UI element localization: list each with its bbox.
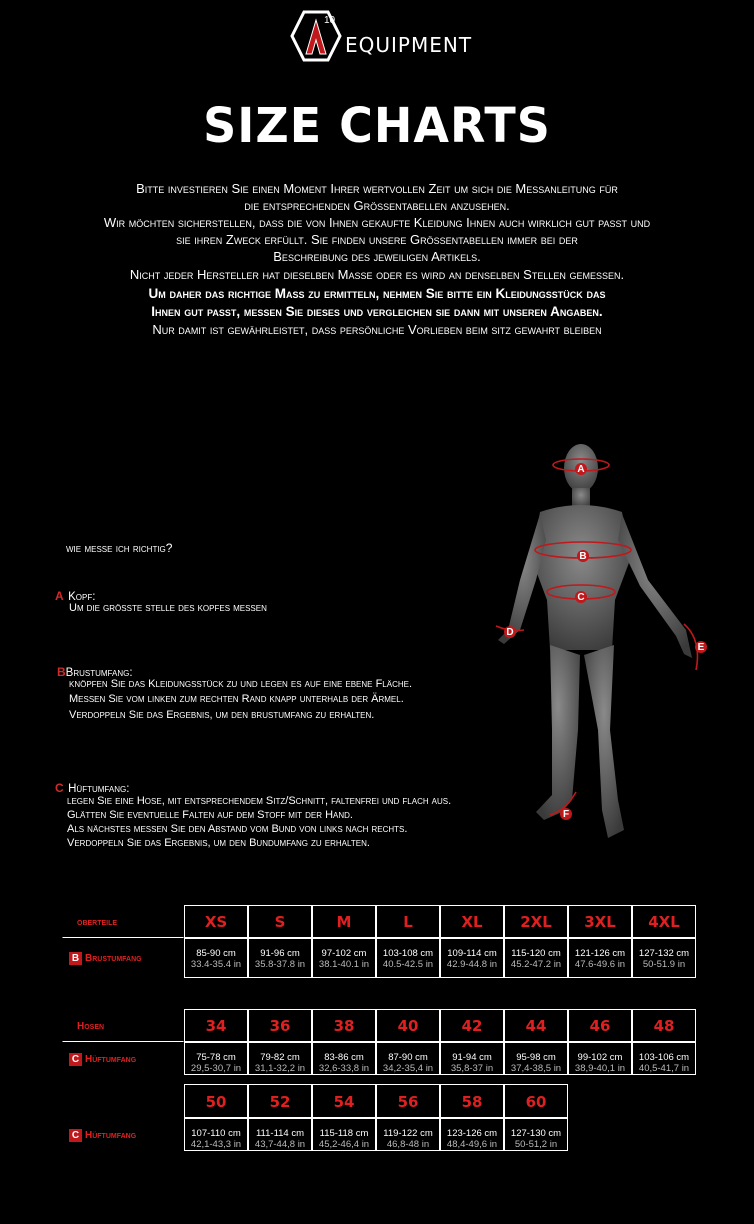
value-cm: 107-110 cm — [191, 1128, 241, 1139]
value-in: 31,1-32,2 in — [254, 1063, 306, 1074]
marker-d: D — [506, 627, 514, 638]
value-cm: 123-126 cm — [446, 1128, 498, 1139]
size-header: 58 — [440, 1084, 504, 1118]
section-c-line-2: Glätten Sie eventuelle Falten auf dem Stoff mit der Hand. — [67, 809, 353, 821]
section-title: Kopf: — [68, 591, 96, 603]
marker-c: C — [577, 592, 585, 603]
section-letter: B — [57, 665, 66, 679]
section-a-line-1: Um die größte stelle des kopfes messen — [69, 602, 267, 614]
intro-bold-2: Ihnen gut passt, messen Sie dieses und vergleichen sie dann mit unseren Angaben. — [151, 304, 603, 319]
value-in: 45.2-47.2 in — [510, 959, 562, 970]
section-title: Hüftumfang: — [68, 783, 130, 795]
value-in: 42,1-43,3 in — [190, 1139, 242, 1150]
value-cm: 75-78 cm — [196, 1052, 236, 1063]
value-cm: 79-82 cm — [260, 1052, 300, 1063]
value-cm: 91-96 cm — [260, 948, 300, 959]
size-header: 46 — [568, 1009, 632, 1042]
row-label-text: Brustumfang — [85, 953, 142, 964]
size-value-cell — [504, 938, 568, 978]
size-header: XS — [184, 905, 248, 938]
section-letter: A — [55, 589, 64, 603]
intro-final: Nur damit ist gewährleistet, dass persönliche Vorlieben beim sitz gewahrt bleiben — [152, 322, 602, 337]
size-header: L — [376, 905, 440, 938]
size-value-cell — [248, 1042, 312, 1075]
value-in: 38.1-40.1 in — [318, 959, 370, 970]
value-cm: 127-130 cm — [510, 1128, 562, 1139]
size-header: 52 — [248, 1084, 312, 1118]
row-label-text: Hüftumfang — [85, 1054, 137, 1065]
section-c-line-3: Als nächstes messen Sie den Abstand vom Bund von links nach rechts. — [67, 823, 408, 835]
row-label — [62, 1118, 184, 1151]
value-cm: 127-132 cm — [638, 948, 690, 959]
size-value-cell — [376, 1118, 440, 1151]
value-in: 50-51,2 in — [514, 1139, 558, 1150]
size-value-cell — [184, 938, 248, 978]
size-header: 42 — [440, 1009, 504, 1042]
value-in: 47.6-49.6 in — [574, 959, 626, 970]
intro-line-3: Wir möchten sicherstellen, dass die von Ihnen gekaufte Kleidung Ihnen auch wirklich gut passt und — [103, 215, 651, 230]
row-label — [62, 1042, 184, 1075]
intro-bold-1: Um daher das richtige Maß zu ermitteln, nehmen Sie bitte ein Kleidungsstück das — [148, 286, 606, 301]
value-in: 46,8-48 in — [386, 1139, 430, 1150]
table-header-label: oberteile — [62, 905, 184, 938]
value-in: 43,7-44,8 in — [254, 1139, 306, 1150]
size-value-cell — [312, 1118, 376, 1151]
row-letter-badge: B — [69, 952, 82, 965]
size-value-cell — [504, 1042, 568, 1075]
size-value-cell — [568, 1042, 632, 1075]
value-cm: 115-118 cm — [319, 1128, 369, 1139]
marker-f: F — [562, 809, 570, 820]
size-header: S — [248, 905, 312, 938]
size-value-cell — [312, 938, 376, 978]
value-cm: 87-90 cm — [388, 1052, 428, 1063]
size-header: 56 — [376, 1084, 440, 1118]
value-cm: 103-108 cm — [382, 948, 434, 959]
value-in: 38,9-40,1 in — [574, 1063, 626, 1074]
size-header: 50 — [184, 1084, 248, 1118]
section-b-line-1: knöpfen Sie das Kleidungsstück zu und legen es auf eine ebene Fläche. — [69, 678, 413, 690]
value-cm: 91-94 cm — [452, 1052, 492, 1063]
intro-line-2: die entsprechenden Größentabellen anzusehen. — [244, 198, 510, 213]
svg-text:10: 10 — [324, 15, 336, 26]
section-b-line-3: Verdoppeln Sie das Ergebnis, um den brustumfang zu erhalten. — [69, 709, 375, 721]
section-letter: C — [55, 781, 64, 795]
size-value-cell — [248, 938, 312, 978]
value-in: 48,4-49,6 in — [446, 1139, 498, 1150]
value-cm: 119-122 cm — [383, 1128, 433, 1139]
value-in: 42.9-44.8 in — [446, 959, 498, 970]
value-cm: 97-102 cm — [321, 948, 367, 959]
page-title: SIZE CHARTS — [203, 96, 551, 154]
table-header-label: Hosen — [62, 1009, 184, 1042]
value-cm: 111-114 cm — [255, 1128, 305, 1139]
value-in: 35.8-37.8 in — [254, 959, 306, 970]
section-b-line-2: Messen Sie vom linken zum rechten Rand knapp unterhalb der Ärmel. — [69, 693, 404, 705]
value-in: 45,2-46,4 in — [318, 1139, 370, 1150]
size-header: 60 — [504, 1084, 568, 1118]
intro-line-4: sie ihren Zweck erfüllt. Sie finden unsere Größentabellen immer bei der — [176, 232, 578, 247]
size-value-cell — [440, 1042, 504, 1075]
value-in: 37,4-38,5 in — [510, 1063, 562, 1074]
size-value-cell — [568, 938, 632, 978]
size-header: 38 — [312, 1009, 376, 1042]
size-header: 36 — [248, 1009, 312, 1042]
size-header: 3XL — [568, 905, 632, 938]
value-in: 34,2-35,4 in — [382, 1063, 434, 1074]
value-cm: 103-106 cm — [638, 1052, 690, 1063]
size-header: 54 — [312, 1084, 376, 1118]
size-value-cell — [440, 938, 504, 978]
body-figure — [480, 440, 720, 850]
row-label-text: Hüftumfang — [85, 1130, 137, 1141]
value-in: 40.5-42.5 in — [382, 959, 434, 970]
size-value-cell — [376, 938, 440, 978]
section-c-line-4: Verdoppeln Sie das Ergebnis, um den Bundumfang zu erhalten. — [67, 837, 370, 849]
size-value-cell — [248, 1118, 312, 1151]
size-header: 34 — [184, 1009, 248, 1042]
value-cm: 85-90 cm — [196, 948, 236, 959]
size-value-cell — [312, 1042, 376, 1075]
size-header: XL — [440, 905, 504, 938]
intro-line-5: Beschreibung des jeweiligen Artikels. — [273, 249, 481, 264]
size-value-cell — [184, 1042, 248, 1075]
value-cm: 99-102 cm — [577, 1052, 623, 1063]
value-in: 32,6-33,8 in — [318, 1063, 370, 1074]
size-header: M — [312, 905, 376, 938]
brand-name: EQUIPMENT — [345, 33, 473, 57]
value-cm: 95-98 cm — [516, 1052, 556, 1063]
marker-b: B — [579, 551, 587, 562]
intro-line-6: Nicht jeder Hersteller hat dieselben Maße oder es wird an denselben Stellen gemessen. — [129, 267, 625, 282]
size-header: 4XL — [632, 905, 696, 938]
marker-a: A — [577, 464, 585, 475]
value-in: 35,8-37 in — [450, 1063, 494, 1074]
size-value-cell — [632, 1042, 696, 1075]
value-cm: 115-120 cm — [511, 948, 561, 959]
value-cm: 83-86 cm — [324, 1052, 364, 1063]
row-letter-badge: C — [69, 1129, 82, 1142]
value-in: 33.4-35.4 in — [190, 959, 242, 970]
value-in: 50-51.9 in — [642, 959, 686, 970]
marker-e: E — [697, 642, 705, 653]
row-letter-badge: C — [69, 1053, 82, 1066]
value-in: 40,5-41,7 in — [638, 1063, 690, 1074]
section-c-line-1: legen Sie eine Hose, mit entsprechendem Sitz/Schnitt, faltenfrei und flach aus. — [67, 795, 452, 807]
size-value-cell — [504, 1118, 568, 1151]
size-header: 44 — [504, 1009, 568, 1042]
size-header: 40 — [376, 1009, 440, 1042]
guide-heading: wie messe ich richtig? — [66, 541, 173, 555]
size-value-cell — [632, 938, 696, 978]
value-cm: 109-114 cm — [447, 948, 497, 959]
size-value-cell — [376, 1042, 440, 1075]
section-title: Brustumfang: — [65, 667, 133, 679]
size-value-cell — [184, 1118, 248, 1151]
row-label — [62, 938, 184, 978]
value-cm: 121-126 cm — [574, 948, 626, 959]
size-header: 48 — [632, 1009, 696, 1042]
size-header: 2XL — [504, 905, 568, 938]
size-value-cell — [440, 1118, 504, 1151]
intro-line-1: Bitte investieren Sie einen Moment Ihrer wertvollen Zeit um sich die Messanleitung für — [136, 181, 618, 196]
value-in: 29,5-30,7 in — [190, 1063, 242, 1074]
